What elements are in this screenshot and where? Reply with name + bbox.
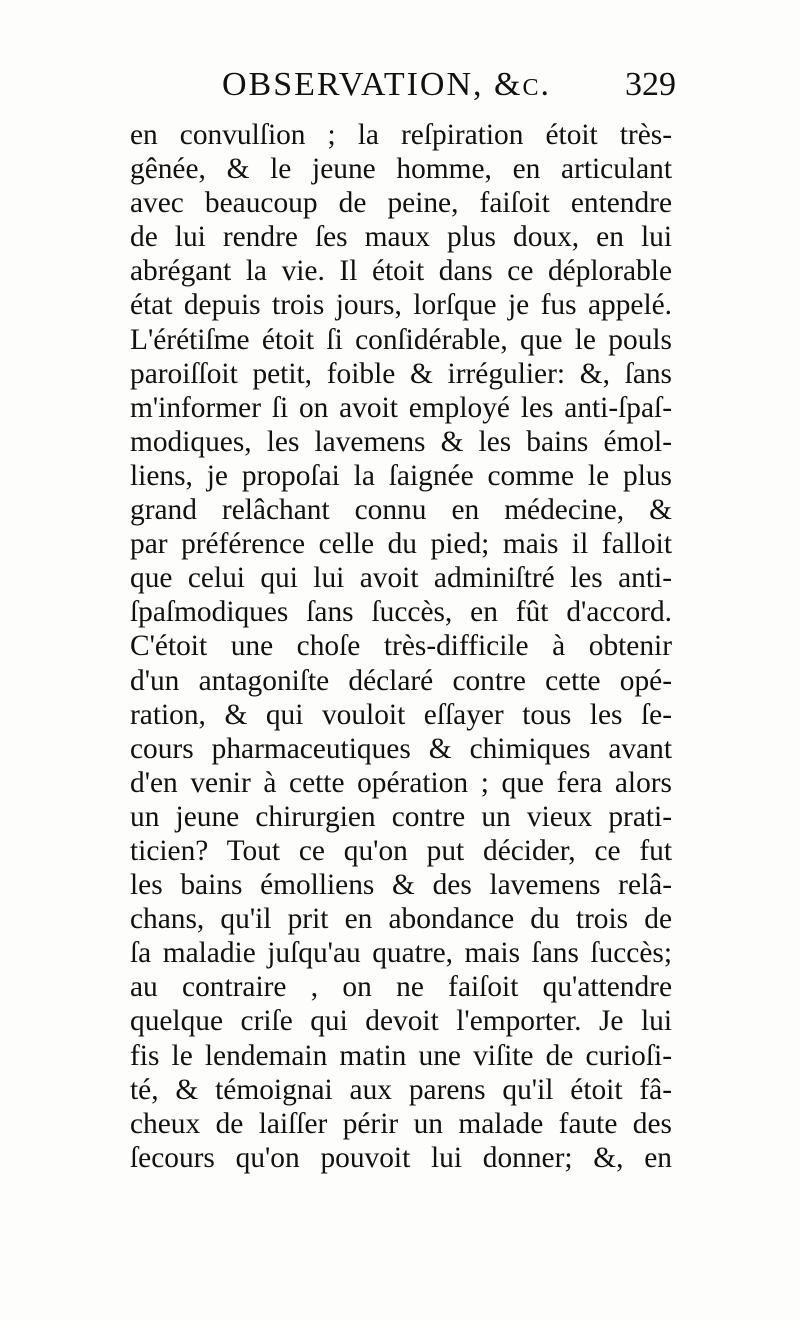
running-title: OBSERVATION, &c. bbox=[222, 66, 551, 103]
text-line: paroiſſoit petit, foible & irrégulier: &, ſans bbox=[130, 357, 672, 390]
text-line: état depuis trois jours, lorſque je fus appelé. bbox=[130, 289, 672, 322]
text-line: té, & témoignai aux parens qu'il étoit fâ- bbox=[130, 1073, 672, 1106]
text-line: ticien? Tout ce qu'on put décider, ce fut bbox=[130, 834, 672, 867]
page-number: 329 bbox=[625, 66, 676, 103]
text-line: fis le lendemain matin une viſite de curioſi- bbox=[130, 1039, 672, 1072]
text-line: de lui rendre ſes maux plus doux, en lui bbox=[130, 221, 672, 254]
body-text bbox=[130, 118, 672, 1175]
text-line: d'en venir à cette opération ; que fera alors bbox=[130, 766, 672, 799]
text-line: liens, je propoſai la ſaignée comme le plus bbox=[130, 459, 672, 492]
text-line: les bains émolliens & des lavemens relâ- bbox=[130, 869, 672, 902]
text-line: au contraire , on ne faiſoit qu'attendre bbox=[130, 971, 672, 1004]
text-line: par préférence celle du pied; mais il falloit bbox=[130, 528, 672, 561]
text-line: gênée, & le jeune homme, en articulant bbox=[130, 153, 672, 186]
text-line: en convulſion ; la reſpiration étoit très- bbox=[130, 119, 672, 151]
text-line: cheux de laiſſer périr un malade faute des bbox=[130, 1107, 672, 1140]
text-line: quelque criſe qui devoit l'emporter. Je lui bbox=[130, 1005, 672, 1038]
text-line: chans, qu'il prit en abondance du trois de bbox=[130, 903, 672, 936]
text-line: d'un antagoniſte déclaré contre cette opé- bbox=[130, 664, 672, 697]
text-line: que celui qui lui avoit adminiſtré les anti- bbox=[130, 562, 672, 595]
text-line: abrégant la vie. Il étoit dans ce déplorable bbox=[130, 255, 672, 288]
text-line: m'informer ſi on avoit employé les anti-ſpaſ- bbox=[130, 391, 672, 424]
text-line: C'étoit une choſe très-difficile à obtenir bbox=[130, 630, 672, 663]
text-line: L'érétiſme étoit ſi conſidérable, que le pouls bbox=[130, 323, 672, 356]
text-line: avec beaucoup de peine, faiſoit entendre bbox=[130, 187, 672, 220]
text-line: grand relâchant connu en médecine, & bbox=[130, 494, 672, 527]
running-head bbox=[222, 66, 682, 114]
text-line: ſpaſmodiques ſans ſuccès, en fût d'accord. bbox=[130, 596, 672, 629]
text-line: ſa maladie juſqu'au quatre, mais ſans ſuccès; bbox=[130, 937, 672, 970]
text-line: un jeune chirurgien contre un vieux prati- bbox=[130, 800, 672, 833]
text-line: ſecours qu'on pouvoit lui donner; &, en bbox=[130, 1141, 672, 1174]
text-line: cours pharmaceutiques & chimiques avant bbox=[130, 732, 672, 765]
text-line: ration, & qui vouloit eſſayer tous les ſe- bbox=[130, 698, 672, 731]
text-line: modiques, les lavemens & les bains émol- bbox=[130, 425, 672, 458]
